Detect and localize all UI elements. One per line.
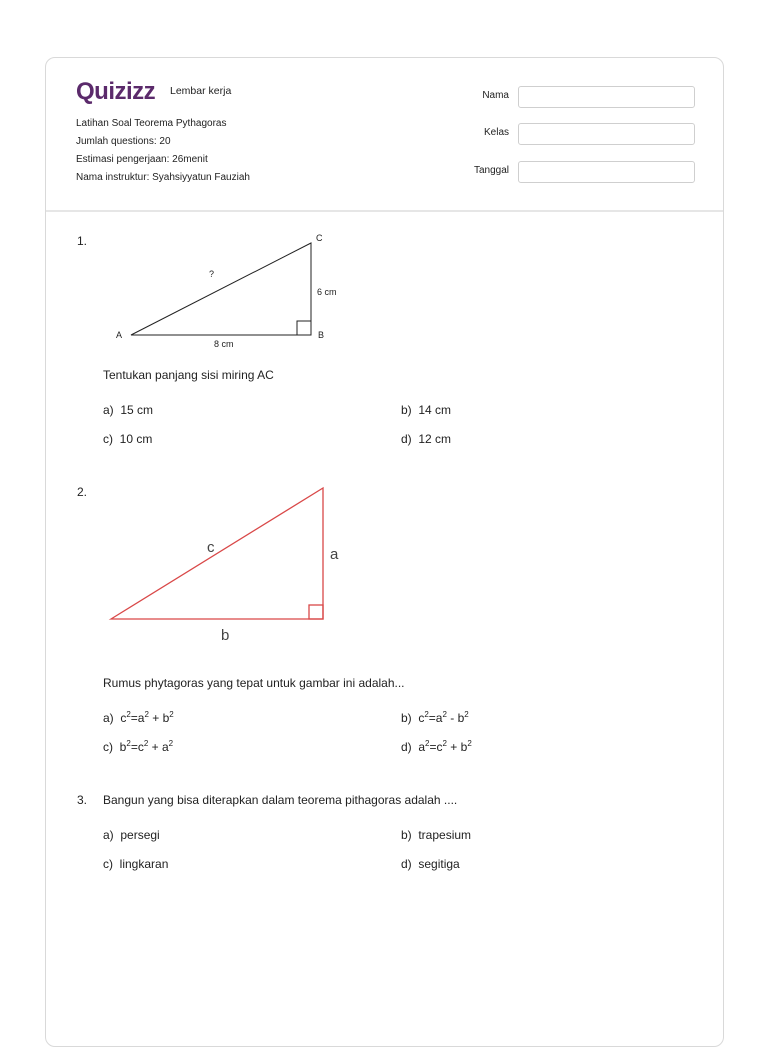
question-3-number: 3. <box>77 793 88 807</box>
right-angle-marker <box>309 605 323 619</box>
exponent: 2 <box>168 739 174 748</box>
option-letter: d) <box>401 740 412 754</box>
right-angle-marker <box>297 321 311 335</box>
formula-term: a <box>418 740 426 754</box>
worksheet-subtitle: Lembar kerja <box>170 85 232 97</box>
exponent: 2 <box>464 710 469 719</box>
side-ab-label: 8 cm <box>214 339 234 349</box>
exponent: 2 <box>467 739 472 748</box>
question-1-option-d[interactable] <box>401 432 451 446</box>
option-letter: d) <box>401 432 412 446</box>
side-c-label: c <box>207 539 215 556</box>
exponent: 2 <box>144 710 149 719</box>
formula-term: + a <box>148 740 169 754</box>
question-3-option-d[interactable] <box>401 857 460 871</box>
question-2-number: 2. <box>77 485 88 499</box>
worksheet-header <box>46 58 723 212</box>
vertex-b-label: B <box>318 330 325 340</box>
date-label: Tanggal <box>473 165 509 176</box>
option-text: lingkaran <box>119 857 169 871</box>
formula-term: =c <box>130 740 144 754</box>
formula-term: c <box>418 711 425 725</box>
option-letter: c) <box>103 432 113 446</box>
vertex-c-label: C <box>316 233 323 243</box>
exponent: 2 <box>126 710 131 719</box>
triangle-abc <box>131 243 311 335</box>
exponent: 2 <box>143 739 149 748</box>
option-letter: d) <box>401 857 412 871</box>
exponent: 2 <box>169 710 174 719</box>
quiz-title: Latihan Soal Teorema Pythagoras <box>76 118 227 129</box>
instructor-name: Nama instruktur: Syahsiyyatun Fauziah <box>76 172 250 183</box>
name-label: Nama <box>482 90 509 101</box>
formula-term: b <box>119 740 127 754</box>
option-text: 12 cm <box>418 432 452 446</box>
side-cb-label: 6 cm <box>317 287 337 297</box>
side-b-label: b <box>221 627 230 643</box>
option-letter: b) <box>401 403 412 417</box>
hypotenuse-label: ? <box>209 269 215 279</box>
option-text: 15 cm <box>120 403 154 417</box>
question-1-triangle-figure <box>116 224 356 349</box>
question-3-option-b[interactable] <box>401 828 471 842</box>
question-1-text: Tentukan panjang sisi miring AC <box>103 368 274 382</box>
quizizz-logo: Quizizz <box>76 78 156 105</box>
question-3-option-a[interactable] <box>103 828 160 842</box>
formula-term: + b <box>148 711 170 725</box>
class-field[interactable] <box>518 123 695 145</box>
formula-term: c <box>120 711 127 725</box>
formula-term: =c <box>429 740 443 754</box>
option-letter: c) <box>103 857 113 871</box>
option-letter: c) <box>103 740 113 754</box>
question-3-text: Bangun yang bisa diterapkan dalam teorema pithagoras adalah .... <box>103 793 458 807</box>
option-text: segitiga <box>418 857 460 871</box>
exponent: 2 <box>442 710 447 719</box>
exponent: 2 <box>425 739 430 748</box>
option-text: 14 cm <box>418 403 452 417</box>
question-1-option-b[interactable] <box>401 403 451 417</box>
question-2-option-a[interactable] <box>103 710 174 725</box>
option-text: 10 cm <box>119 432 153 446</box>
question-count: Jumlah questions: 20 <box>76 136 171 147</box>
formula-term: =a <box>428 711 443 725</box>
side-a-label: a <box>330 546 339 563</box>
class-label: Kelas <box>483 127 509 138</box>
question-2-option-c[interactable] <box>103 739 173 754</box>
question-2-option-d[interactable] <box>401 739 472 754</box>
option-letter: a) <box>103 403 114 417</box>
formula-term: - b <box>446 711 465 725</box>
exponent: 2 <box>126 739 131 748</box>
option-letter: a) <box>103 711 114 725</box>
option-letter: a) <box>103 828 114 842</box>
option-text: trapesium <box>418 828 472 842</box>
time-estimate: Estimasi pengerjaan: 26menit <box>76 154 208 165</box>
question-2-option-b[interactable] <box>401 710 469 725</box>
vertex-a-label: A <box>116 330 123 340</box>
question-1-option-c[interactable] <box>103 432 152 446</box>
question-2-text: Rumus phytagoras yang tepat untuk gambar ini adalah... <box>103 676 405 690</box>
option-letter: b) <box>401 711 412 725</box>
question-2-triangle-figure <box>106 483 356 643</box>
question-1-option-a[interactable] <box>103 403 153 417</box>
worksheet-page <box>45 57 724 1047</box>
date-field[interactable] <box>518 161 695 183</box>
option-letter: b) <box>401 828 412 842</box>
formula-term: + b <box>446 740 468 754</box>
exponent: 2 <box>424 710 429 719</box>
option-text: persegi <box>120 828 160 842</box>
exponent: 2 <box>442 739 447 748</box>
name-field[interactable] <box>518 86 695 108</box>
red-right-triangle <box>111 488 323 619</box>
question-1-number: 1. <box>77 234 88 248</box>
question-3-option-c[interactable] <box>103 857 168 871</box>
formula-term: =a <box>130 711 145 725</box>
